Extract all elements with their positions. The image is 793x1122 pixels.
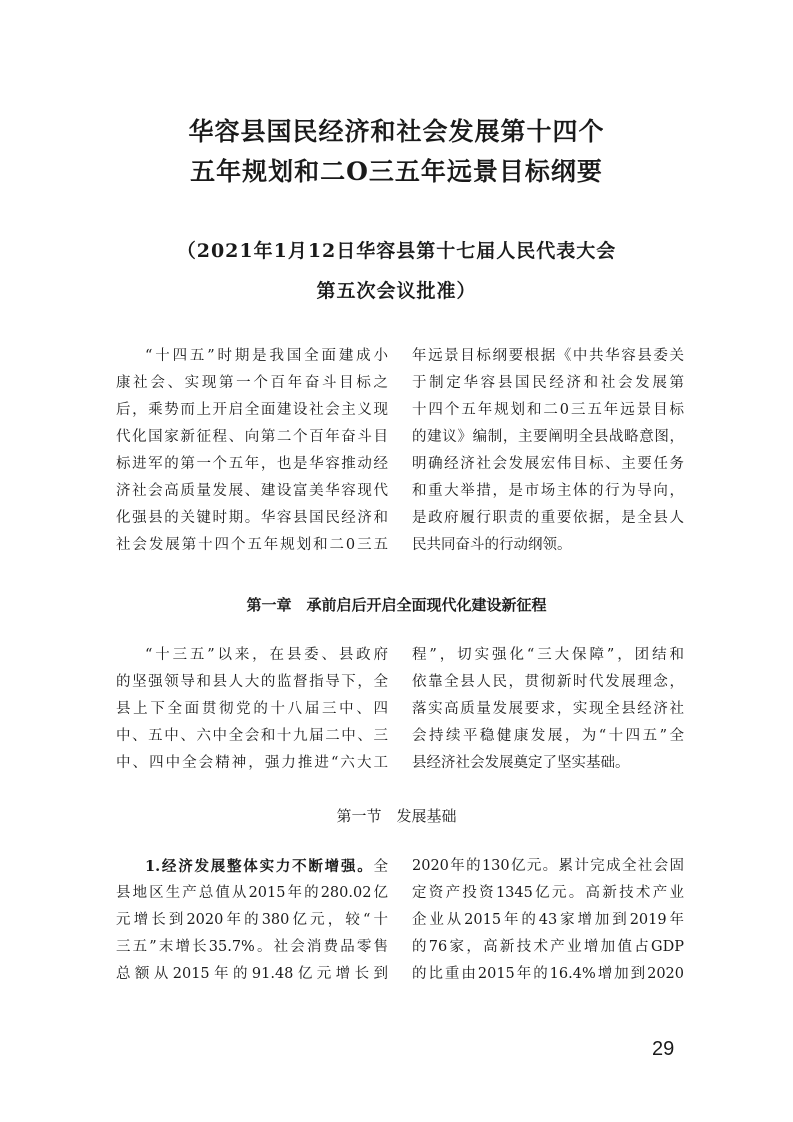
section-right-column	[412, 853, 684, 988]
text-line: 济社会高质量发展、建设富美华容现代	[116, 483, 388, 499]
text-line: 落实高质量发展要求，实现全县经济社	[412, 701, 684, 717]
text-line: 化强县的关键时期。华容县国民经济和	[116, 510, 388, 526]
text-line: 社会发展第十四个五年规划和二0三五	[116, 537, 388, 553]
text-line: 中、五中、六中全会和十九届二中、三	[116, 728, 388, 744]
lead-heading: 1.经济发展整体实力不断增强。	[145, 858, 374, 875]
text-line: 元增长到2020年的380亿元，较“十	[116, 912, 388, 928]
document-title-line-1: 华容县国民经济和社会发展第十四个	[188, 117, 605, 146]
text-line: 县上下全面贯彻党的十八届三中、四	[116, 701, 388, 717]
chapter-left-column	[116, 642, 388, 777]
text-line: 2020年的130亿元。累计完成全社会固	[412, 858, 684, 874]
intro-left-column	[116, 343, 388, 559]
text-line: 依靠全县人民，贯彻新时代发展理念，	[412, 674, 684, 690]
text-line: 和重大举措，是市场主体的行为导向，	[412, 483, 684, 499]
text-line: 的76家，高新技术产业增加值占GDP	[412, 939, 684, 955]
text-line: 总额从2015年的91.48亿元增长到	[116, 966, 388, 982]
text-line: 的坚强领导和县人大的监督指导下，全	[116, 674, 388, 690]
text-line: 三五”末增长35.7%。社会消费品零售	[116, 939, 388, 955]
text-line: 的建议》编制，主要阐明全县战略意图，	[412, 429, 684, 445]
chapter-heading: 第一章 承前启后开启全面现代化建设新征程	[246, 596, 547, 614]
text-line: 定资产投资1345亿元。高新技术产业	[412, 885, 684, 901]
text-line: 年远景目标纲要根据《中共华容县委关	[412, 348, 684, 364]
text-line: 是政府履行职责的重要依据，是全县人	[412, 510, 684, 526]
text-line: 民共同奋斗的行动纲领。	[412, 537, 572, 553]
text-line: 代化国家新征程、向第二个百年奋斗目	[116, 429, 388, 445]
section-left-column	[116, 853, 388, 988]
text-line: 县地区生产总值从2015年的280.02亿	[116, 885, 388, 901]
subtitle-line-2: 第五次会议批准）	[316, 280, 477, 302]
text-line: 明确经济社会发展宏伟目标、主要任务	[412, 456, 684, 472]
text-line: 中、四中全会精神，强力推进“六大工	[116, 755, 388, 771]
text-line: “十三五”以来，在县委、县政府	[145, 647, 388, 663]
text-line: 企业从2015年的43家增加到2019年	[412, 912, 684, 928]
text-line: 十四个五年规划和二0三五年远景目标	[412, 402, 684, 418]
text-line: 的比重由2015年的16.4%增加到2020	[412, 966, 684, 982]
document-title-line-2: 五年规划和二O三五年远景目标纲要	[190, 157, 603, 186]
text-line: 标进军的第一个五年，也是华容推动经	[116, 456, 388, 472]
text-line: 会持续平稳健康发展，为“十四五”全	[412, 728, 684, 744]
text-line	[116, 853, 388, 880]
subtitle-line-1: （2021年1月12日华容县第十七届人民代表大会	[176, 240, 617, 262]
text-line: 县经济社会发展奠定了坚实基础。	[412, 755, 630, 771]
text-fragment: 全	[373, 859, 388, 875]
chapter-right-column	[412, 642, 684, 777]
section-heading: 第一节 发展基础	[336, 807, 457, 825]
page-number: 29	[652, 1038, 675, 1060]
text-line: 于制定华容县国民经济和社会发展第	[412, 375, 684, 391]
text-line: 程”，切实强化“三大保障”，团结和	[412, 647, 684, 663]
text-line: “十四五”时期是我国全面建成小	[145, 348, 388, 364]
intro-right-column	[412, 343, 684, 559]
text-line: 后，乘势而上开启全面建设社会主义现	[116, 402, 388, 418]
text-line: 康社会、实现第一个百年奋斗目标之	[116, 375, 388, 391]
